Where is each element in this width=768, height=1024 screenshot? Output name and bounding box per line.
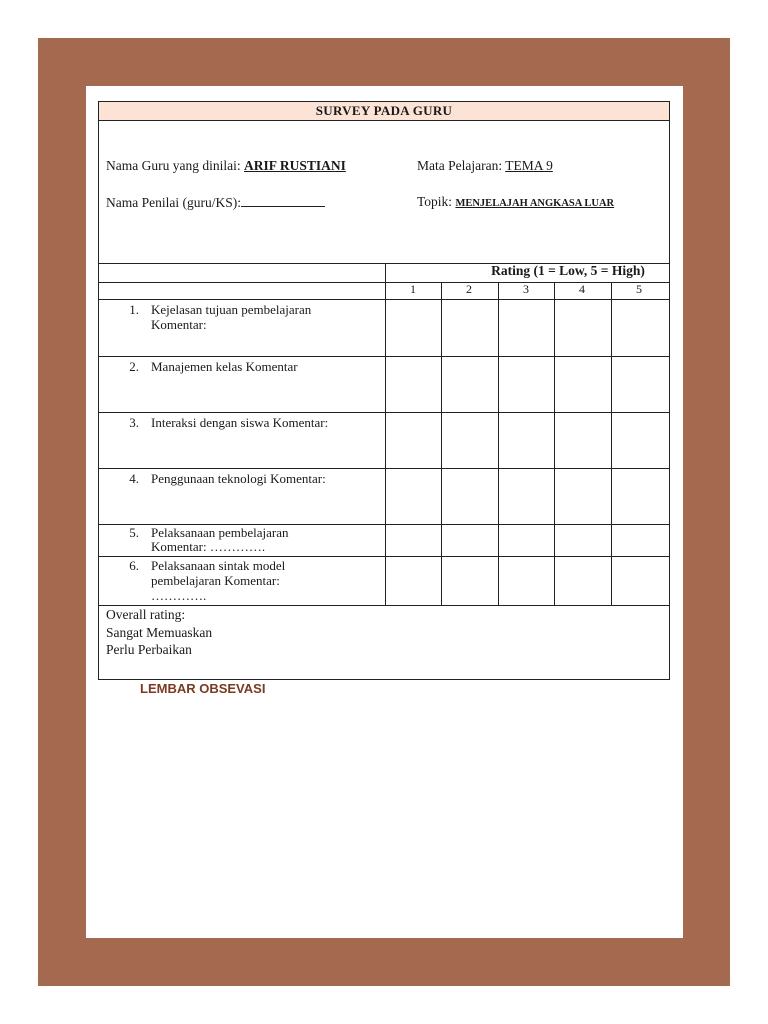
column-numbers-rule xyxy=(99,299,669,300)
observation-sheet-caption: LEMBAR OBSEVASI xyxy=(140,681,266,696)
subject-value: TEMA 9 xyxy=(505,158,553,173)
teacher-name-label: Nama Guru yang dinilai: xyxy=(106,158,244,173)
column-rule xyxy=(554,282,555,605)
assessor-line xyxy=(106,194,325,211)
topic-value: MENJELAJAH ANGKASA LUAR xyxy=(455,198,615,209)
criterion-number: 4. xyxy=(129,471,139,486)
criterion-text: Pelaksanaan pembelajaran Komentar: …………. xyxy=(151,525,289,554)
teacher-name-value: ARIF RUSTIANI xyxy=(243,158,346,173)
criterion-number: 2. xyxy=(129,359,139,374)
rating-column-4: 4 xyxy=(579,282,585,296)
criterion-number: 1. xyxy=(129,302,139,317)
survey-title: SURVEY PADA GURU xyxy=(99,102,669,121)
column-rule xyxy=(498,282,499,605)
teacher-name-line xyxy=(106,158,346,174)
overall-rating-section xyxy=(106,606,212,659)
overall-option-very-satisfying: Sangat Memuaskan xyxy=(106,624,213,640)
rating-column-1: 1 xyxy=(410,282,416,296)
assessor-blank xyxy=(241,194,325,207)
criterion-number: 6. xyxy=(129,558,139,573)
topic-label: Topik: xyxy=(417,194,456,209)
rating-column-5: 5 xyxy=(636,282,642,296)
rating-scale-header: Rating (1 = Low, 5 = High) xyxy=(491,263,645,278)
subject-label: Mata Pelajaran: xyxy=(417,158,506,173)
subject-line xyxy=(417,158,553,174)
criterion-number: 5. xyxy=(129,525,139,540)
survey-form xyxy=(98,101,670,680)
topic-line xyxy=(417,194,614,210)
criterion-text: Penggunaan teknologi Komentar: xyxy=(151,471,326,486)
column-rule xyxy=(385,263,386,605)
criterion-text: Manajemen kelas Komentar xyxy=(151,359,298,374)
rating-column-3: 3 xyxy=(523,282,529,296)
overall-rating-label: Overall rating: xyxy=(106,607,186,622)
column-rule xyxy=(441,282,442,605)
criterion-text: Interaksi dengan siswa Komentar: xyxy=(151,415,329,430)
column-rule xyxy=(611,282,612,605)
assessor-label: Nama Penilai (guru/KS): xyxy=(106,195,241,210)
row-rule xyxy=(99,556,669,557)
row-rule xyxy=(99,468,669,469)
rating-column-2: 2 xyxy=(466,282,472,296)
criterion-number: 3. xyxy=(129,415,139,430)
criterion-text: Pelaksanaan sintak model pembelajaran Komentar: …………. xyxy=(151,558,286,603)
row-rule xyxy=(99,412,669,413)
row-rule xyxy=(99,356,669,357)
criterion-text: Kejelasan tujuan pembelajaran Komentar: xyxy=(151,302,312,332)
overall-option-needs-improvement: Perlu Perbaikan xyxy=(106,642,192,657)
